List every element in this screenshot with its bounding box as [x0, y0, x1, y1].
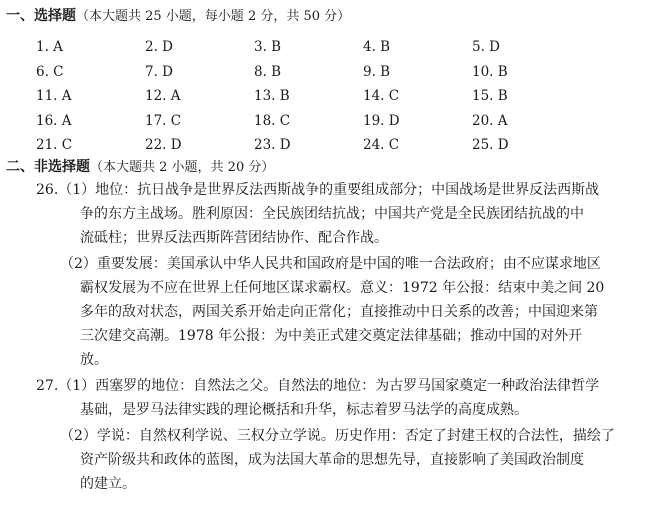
- answer-item: 15. B: [472, 88, 508, 104]
- answer-item: 21. C: [36, 137, 73, 153]
- q26-p2-line: 霸权发展为不应在世界上任何地区谋求霸权。意义：1972 年公报：结束中美之间 20: [80, 280, 605, 296]
- q27-p1-line: 27.（1）西塞罗的地位：自然法之父。自然法的地位：为古罗马国家奠定一种政治法律哲学: [36, 378, 600, 394]
- answer-item: 8. B: [254, 63, 282, 80]
- q27-p2-line: 的建立。: [80, 476, 136, 492]
- section2-title: 二、非选择题: [6, 159, 90, 175]
- q27-p2-line: 资产阶级共和政体的蓝图，成为法国大革命的思想先导，直接影响了美国政治制度: [80, 452, 584, 468]
- answer-item: 18. C: [254, 112, 291, 129]
- section1-title: 一、选择题: [6, 8, 76, 24]
- answer-item: 19. D: [363, 112, 400, 129]
- answer-item: 17. C: [145, 112, 182, 129]
- answer-item: 2. D: [145, 39, 173, 55]
- section2-heading: [6, 156, 274, 176]
- answer-grid: [36, 36, 581, 159]
- q26-p1-line: 流砥柱；世界反法西斯阵营团结协作、配合作战。: [80, 230, 388, 246]
- answer-item: 6. C: [36, 63, 64, 80]
- answer-item: 12. A: [145, 88, 181, 104]
- section2-note: （本大题共 2 小题，共 20 分）: [90, 160, 275, 175]
- answer-item: 5. D: [472, 39, 500, 55]
- answer-item: 1. A: [36, 39, 63, 55]
- q26-p2-line: 多年的敌对状态，两国关系开始走向正常化；直接推动中日关系的改善；中国迎来第: [80, 304, 598, 320]
- answer-item: 9. B: [363, 63, 391, 80]
- answer-item: 14. C: [363, 88, 400, 104]
- q27-p2-line: （2）学说：自然权利学说、三权分立学说。历史作用：否定了封建王权的合法性，描绘了: [60, 428, 615, 444]
- answer-item: 25. D: [472, 137, 509, 153]
- answer-item: 13. B: [254, 88, 290, 104]
- answer-item: 16. A: [36, 112, 72, 129]
- answer-item: 7. D: [145, 63, 173, 80]
- q26-p1-line: 26.（1）地位：抗日战争是世界反法西斯战争的重要组成部分；中国战场是世界反法西斯战: [36, 182, 600, 198]
- section1-heading: [6, 5, 350, 25]
- q26-p2-line: 放。: [80, 352, 108, 368]
- q26-p1-line: 争的东方主战场。胜利原因：全民族团结抗战；中国共产党是全民族团结抗战的中: [80, 206, 584, 222]
- answer-item: 4. B: [363, 39, 391, 55]
- q26-p2-line: （2）重要发展：美国承认中华人民共和国政府是中国的唯一合法政府；由不应谋求地区: [60, 256, 601, 272]
- q27-p1-line: 基础，是罗马法律实践的理论概括和升华，标志着罗马法学的高度成熟。: [80, 402, 528, 418]
- answer-item: 20. A: [472, 112, 508, 129]
- answer-item: 10. B: [472, 63, 508, 80]
- answer-item: 11. A: [36, 88, 72, 104]
- answer-item: 22. D: [145, 137, 182, 153]
- answer-item: 3. B: [254, 39, 282, 55]
- section1-note: （本大题共 25 小题，每小题 2 分，共 50 分）: [76, 9, 351, 24]
- q26-p2-line: 三次建交高潮。1978 年公报：为中美正式建交奠定法律基础；推动中国的对外开: [80, 328, 583, 344]
- answer-item: 24. C: [363, 137, 400, 153]
- answer-item: 23. D: [254, 137, 291, 153]
